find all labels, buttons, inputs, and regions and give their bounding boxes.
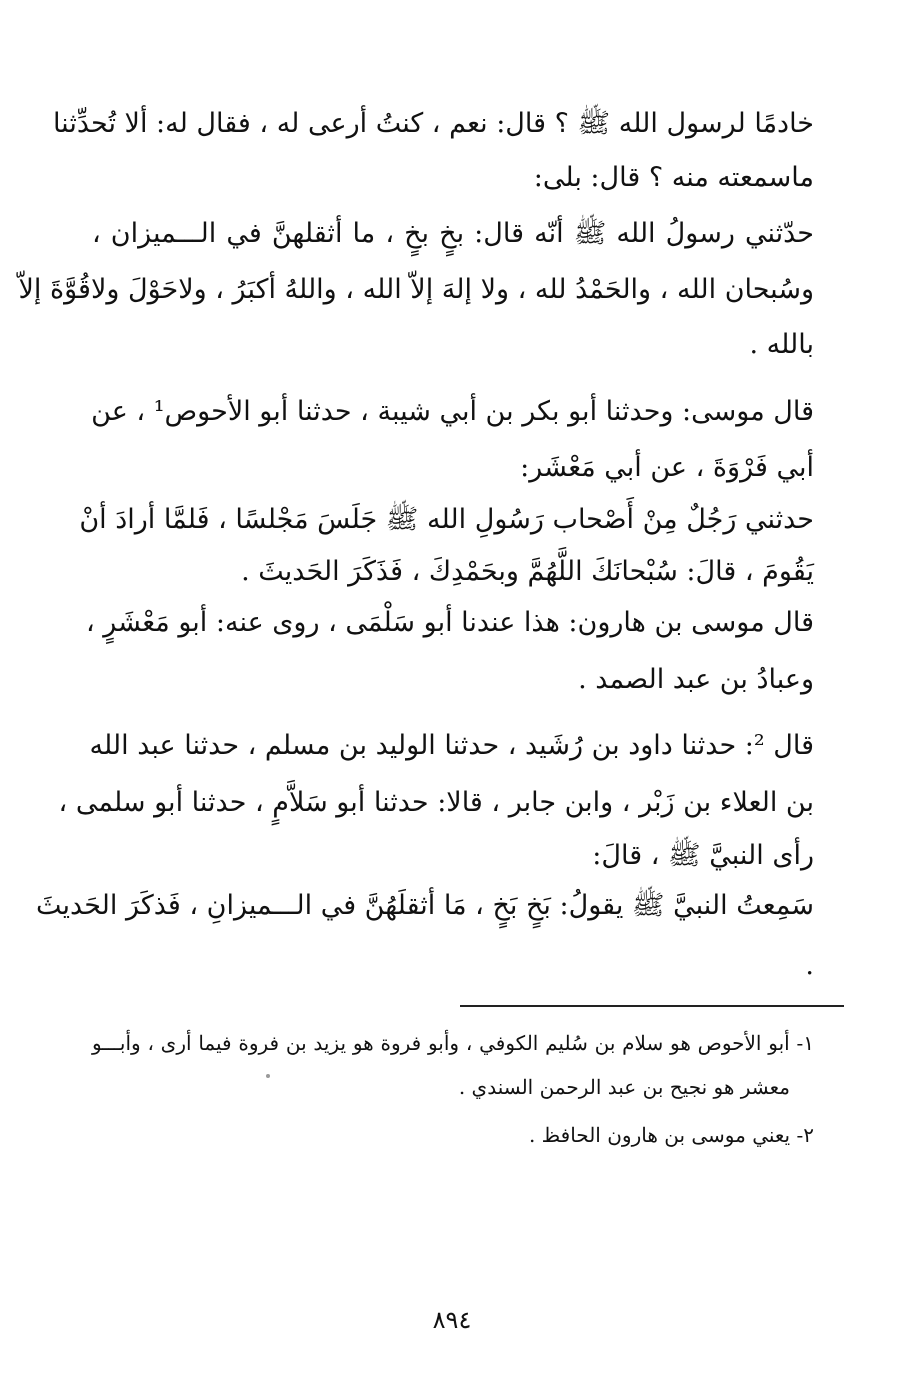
body-line: يَقُومَ ، قالَ: سُبْحانَكَ اللَّهُمَّ وبحَمْدِكَ ، فَذَكَرَ الحَديثَ . — [241, 556, 814, 587]
body-line: أبي فَرْوَةَ ، عن أبي مَعْشَر: — [520, 452, 814, 483]
footnote-line: ٢- يعني موسى بن هارون الحافظ . — [528, 1123, 814, 1147]
body-line: خادمًا لرسول الله ﷺ ؟ قال: نعم ، كنتُ أرعى له ، فقال له: ألا تُحدِّثنا — [52, 108, 814, 139]
body-line: . — [805, 950, 814, 981]
body-line: حدثني رَجُلٌ مِنْ أَصْحاب رَسُولِ الله ﷺ جَلَسَ مَجْلسًا ، فَلمَّا أرادَ أنْ — [79, 504, 814, 535]
body-line: سَمِعتُ النبيَّ ﷺ يقولُ: بَخٍ بَخٍ ، مَا أثقلَهُنَّ في الـــميزانِ ، فَذكَرَ الحَديثَ — [36, 890, 814, 921]
footnote-line: ١- أبو الأحوص هو سلام بن سُليم الكوفي ، وأبو فروة هو يزيد بن فروة فيما أرى ، وأبـــو — [92, 1031, 814, 1055]
body-line: بالله . — [749, 329, 814, 360]
body-line: قال موسى بن هارون: هذا عندنا أبو سَلْمَى ، روى عنه: أبو مَعْشَرٍ ، — [85, 607, 814, 638]
footnote-separator — [460, 1005, 844, 1007]
body-line: وعبادُ بن عبد الصمد . — [578, 664, 814, 695]
footnote-line: معشر هو نجيح بن عبد الرحمن السندي . — [458, 1075, 790, 1099]
body-line: حدّثني رسولُ الله ﷺ أنّه قال: بخٍ بخٍ ، ما أثقلهنَّ في الـــميزان ، — [92, 218, 814, 249]
scan-speck — [266, 1074, 270, 1078]
body-line: رأى النبيَّ ﷺ ، قالَ: — [592, 840, 814, 871]
page-number: ٨٩٤ — [432, 1306, 472, 1334]
body-line: قال موسى: وحدثنا أبو بكر بن أبي شيبة ، حدثنا أبو الأحوص¹ ، عن — [91, 396, 814, 427]
body-line: بن العلاء بن زَبْر ، وابن جابر ، قالا: حدثنا أبو سَلاَّمٍ ، حدثنا أبو سلمى ، — [58, 787, 814, 818]
body-line: وسُبحان الله ، والحَمْدُ لله ، ولا إلهَ إلاّ الله ، واللهُ أكبَرُ ، ولاحَوْلَ ولاقُوَّةَ إلاّ — [18, 274, 814, 305]
body-line: ماسمعته منه ؟ قال: بلى: — [533, 162, 814, 193]
body-line: قال ²: حدثنا داود بن رُشَيد ، حدثنا الوليد بن مسلم ، حدثنا عبد الله — [89, 730, 814, 761]
